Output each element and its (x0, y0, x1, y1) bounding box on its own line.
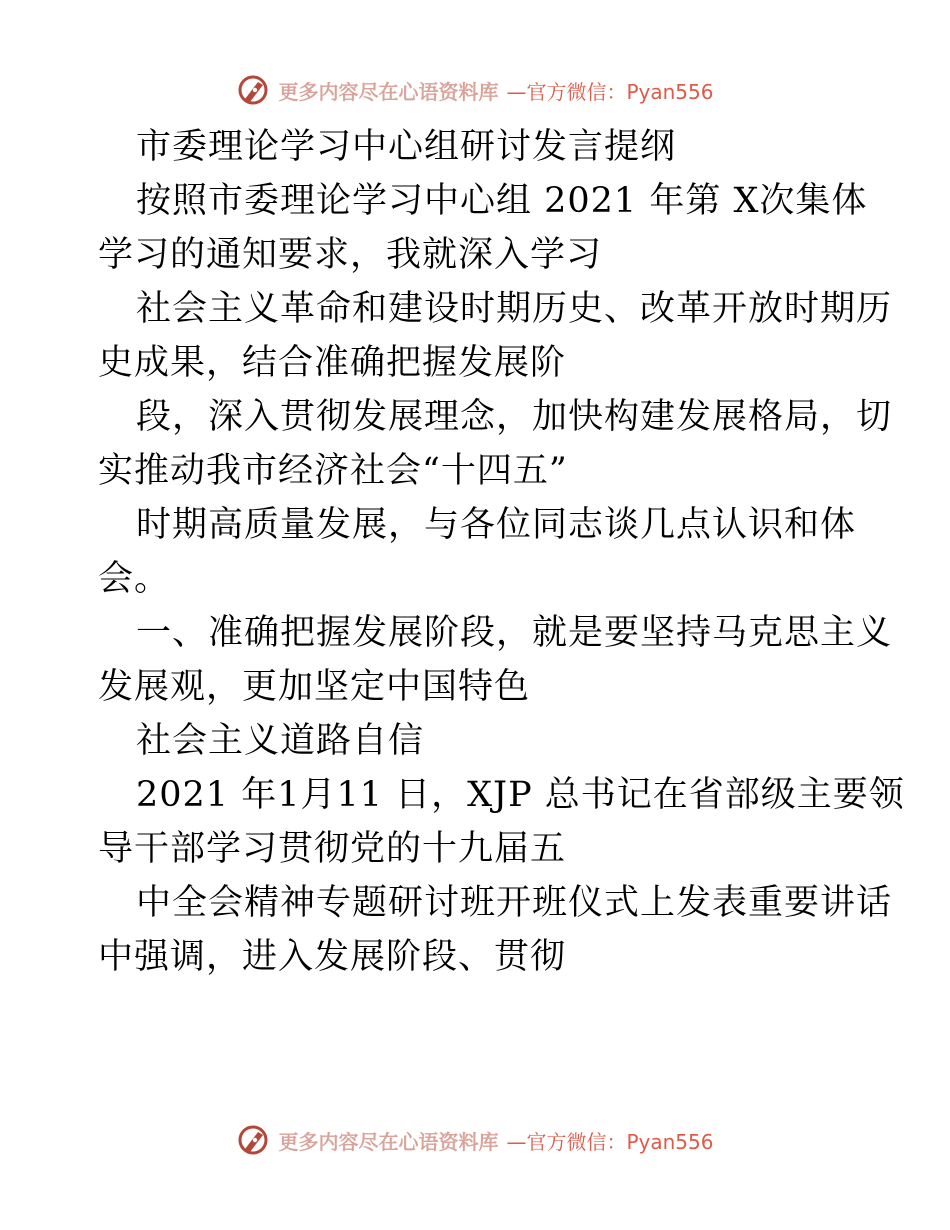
watermark-bold-text: 更多内容尽在心语资料库 (278, 79, 499, 104)
paragraph-line: 史成果，结合准确把握发展阶 (98, 343, 567, 383)
paragraph-line: 2021 年1月11 日，XJP 总书记在省部级主要领 (136, 775, 905, 815)
paragraph-line: 实推动我市经济社会“十四五” (98, 451, 568, 491)
paragraph-line: 按照市委理论学习中心组 2021 年第 X次集体 (136, 181, 868, 221)
paragraph-line: 时期高质量发展，与各位同志谈几点认识和体 (136, 505, 857, 545)
pen-nib-circle-icon (236, 1123, 270, 1157)
watermark-rest-text: —官方微信：Pyan556 (506, 1129, 714, 1154)
watermark-rest-text: —官方微信：Pyan556 (506, 79, 714, 104)
watermark-footer (0, 1118, 950, 1162)
section-heading-line: 一、准确把握发展阶段，就是要坚持马克思主义 (136, 613, 893, 653)
paragraph-line: 社会主义革命和建设时期历史、改革开放时期历 (136, 289, 893, 329)
paragraph-line: 导干部学习贯彻党的十九届五 (98, 829, 567, 869)
section-heading-line: 发展观，更加坚定中国特色 (98, 667, 531, 707)
watermark-bold-text: 更多内容尽在心语资料库 (278, 1129, 499, 1154)
paragraph-line: 中全会精神专题研讨班开班仪式上发表重要讲话 (136, 883, 893, 923)
document-title: 市委理论学习中心组研讨发言提纲 (136, 127, 677, 167)
section-heading-line: 社会主义道路自信 (136, 721, 425, 761)
paragraph-line: 中强调，进入发展阶段、贯彻 (98, 937, 567, 977)
paragraph-line: 学习的通知要求，我就深入学习 (98, 235, 603, 275)
watermark-header (0, 68, 950, 112)
pen-nib-circle-icon (236, 73, 270, 107)
paragraph-line: 段，深入贯彻发展理念，加快构建发展格局，切 (136, 397, 893, 437)
document-body (98, 120, 905, 984)
paragraph-line: 会。 (98, 559, 171, 599)
